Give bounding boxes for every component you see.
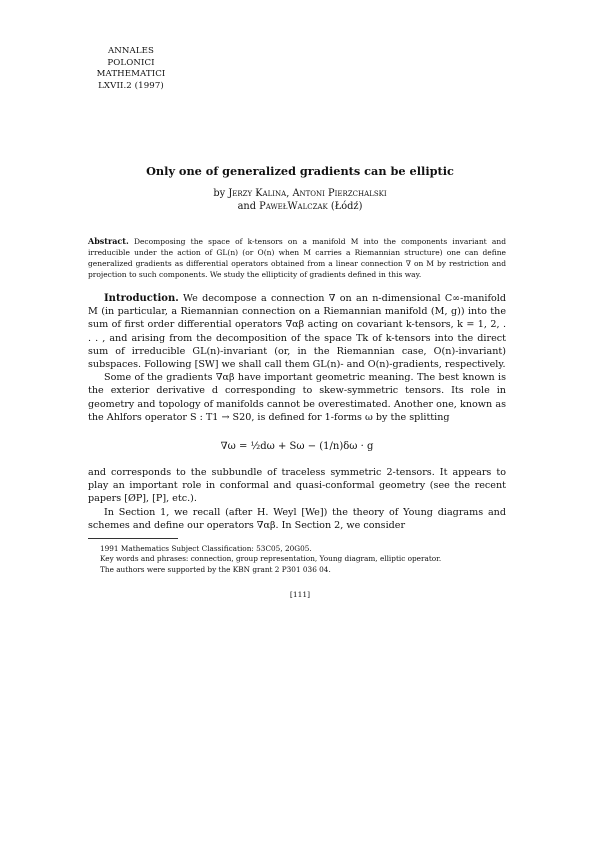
intro-paragraph-4: In Section 1, we recall (after H. Weyl [We]) the theory of Young diagrams and schemes and define our operators ∇αβ. In Section 2, we consider [88, 506, 506, 531]
author-block [0, 187, 600, 213]
abstract-label: Abstract. [88, 236, 129, 246]
abstract [88, 236, 506, 280]
journal-name-line2: POLONICI MATHEMATICI [96, 57, 166, 79]
footnote-grant: The authors were supported by the KBN grant 2 P301 036 04. [100, 564, 331, 574]
intro-paragraph-2: Some of the gradients ∇αβ have important geometric meaning. The best known is the exterior derivative d corresponding to skew-symmetric tensors. Its role in geometry and topology of manifolds cannot be overestimated. Another one, known as the Ahlfors operator S : T1 → S20, is defined for 1-forms ω by the splitting [88, 372, 506, 423]
intro-part-2 [88, 466, 506, 532]
author-name: Antoni Pierzchalski [292, 188, 387, 199]
footnote-msc: 1991 Mathematics Subject Classification: 53C05, 20G05. [100, 544, 312, 553]
intro-p1-text: We decompose a connection ∇ on an n-dimensional C∞-manifold M (in particular, a Riemannian connection on a Riemannian manifold (M, g)) into the sum of first order differential operators ∇αβ acting on covariant k-tensors, k = 1, 2, . . . , and arising from the decomposition of the space Tk of k-tensors into the direct sum of irreducible GL(n)-invariant (or, in the Riemannian case, O(n)-invariant) subspaces. Following [SW] we shall call them GL(n)- and O(n)-gradients, respectively. [88, 293, 506, 371]
intro-paragraph-1 [88, 292, 506, 371]
page-number: [111] [289, 590, 311, 599]
intro-paragraph-3: and corresponds to the subbundle of traceless symmetric 2-tensors. It appears to play an important role in conformal and quasi-conformal geometry (see the recent papers [ØP], [P], etc.). [88, 467, 506, 505]
author-name: PawełWalczak [259, 201, 328, 212]
footnote-keywords: Key words and phrases: connection, group representation, Young diagram, elliptic operator. [100, 554, 442, 564]
and-word: and [237, 201, 256, 212]
intro-part-1 [88, 292, 506, 424]
splitting-equation: ∇ω = ½dω + Sω − (1/n)δω · g [220, 441, 374, 452]
footnotes [88, 544, 506, 575]
author-line-1: by Jerzy Kalina, Antoni Pierzchalski [213, 188, 387, 199]
abstract-text: Decomposing the space of k-tensors on a manifold M into the components invariant and irreducible under the action of GL(n) (or O(n) when M carries a Riemannian structure) one can define generalized gradients as differential operators obtained from a linear connection ∇ on M by restriction and projection to such components. We study the ellipticity of gradients defined in this way. [88, 237, 506, 280]
affiliation: (Łódź) [330, 201, 363, 212]
author-line-2 [0, 200, 600, 213]
paper-title: Only one of generalized gradients can be elliptic [146, 164, 454, 178]
intro-heading: Introduction. [104, 293, 179, 304]
journal-header [75, 46, 187, 92]
footnote-rule [88, 538, 178, 539]
by-word: by [213, 188, 226, 199]
journal-volume: LXVII.2 (1997) [98, 80, 164, 91]
journal-name-line1: ANNALES [107, 46, 155, 56]
author-name: Jerzy Kalina [228, 188, 287, 199]
